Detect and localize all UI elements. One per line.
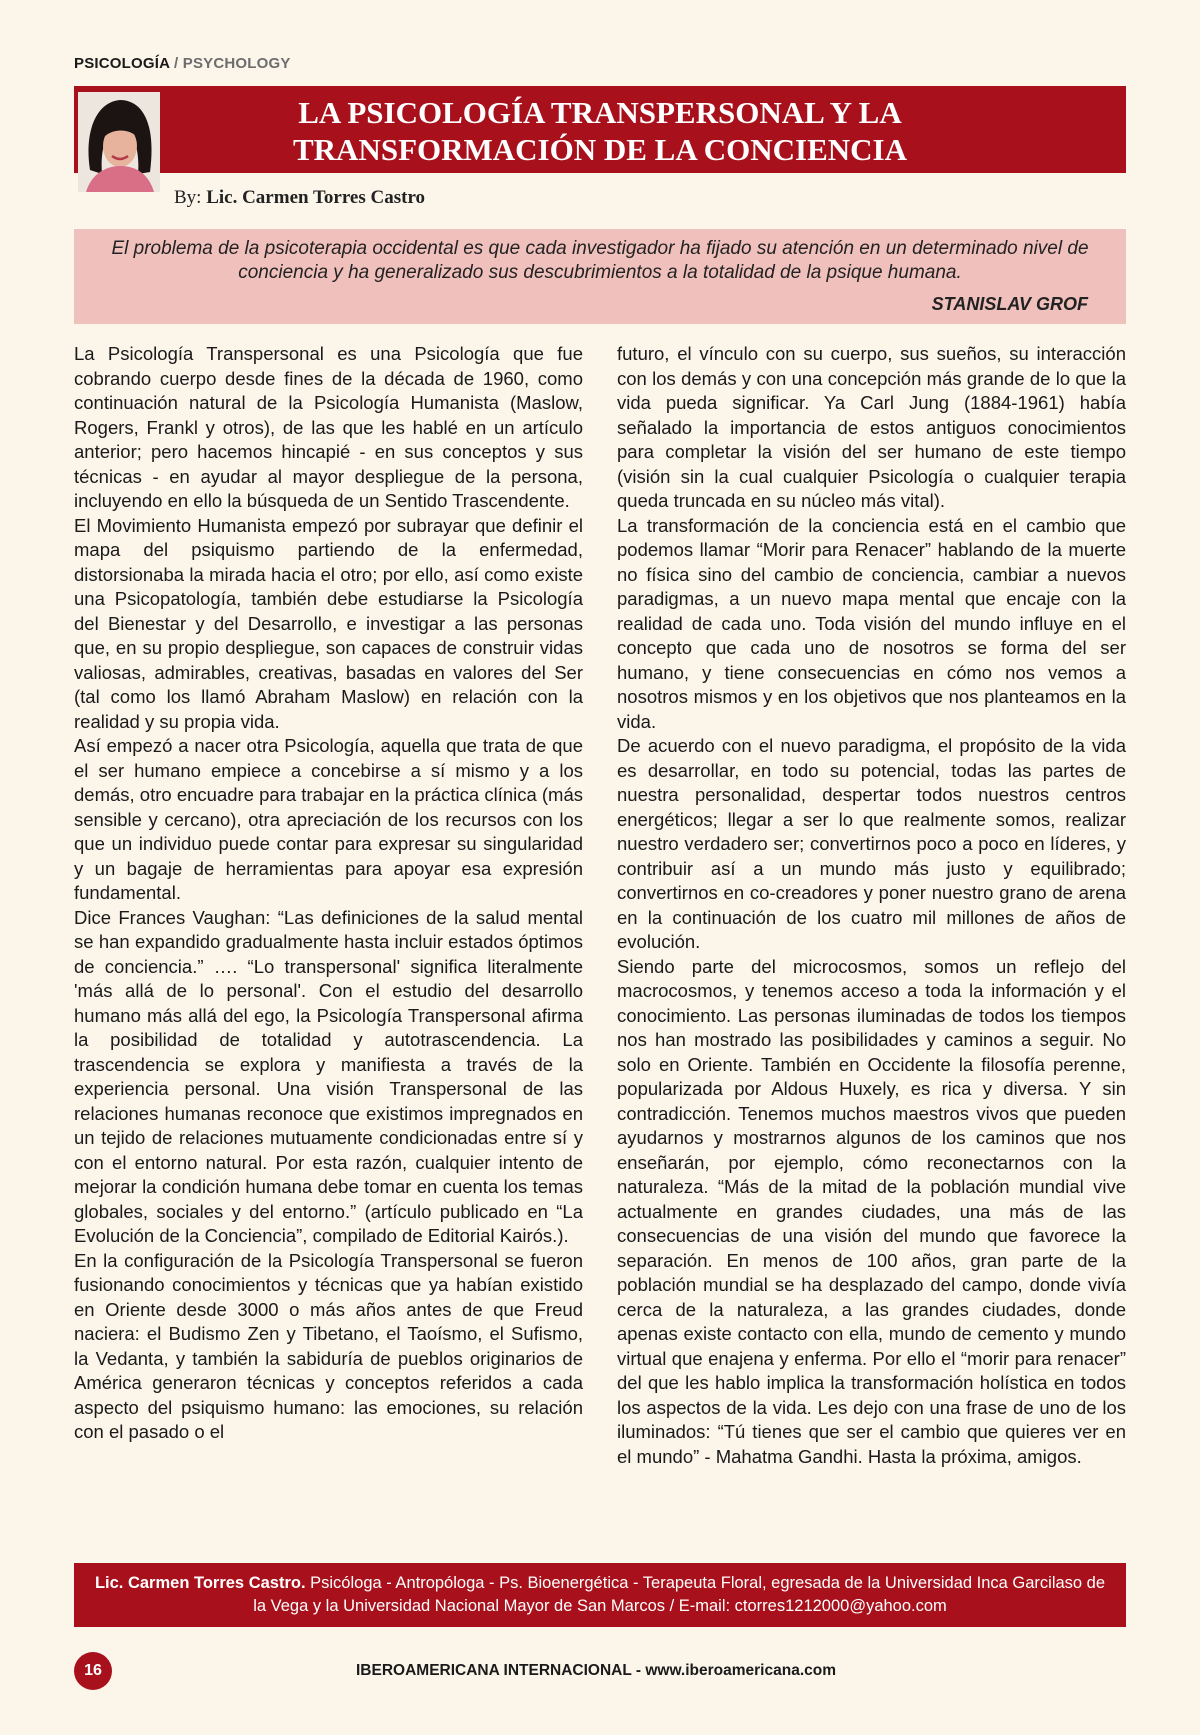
body-paragraph: La Psicología Transpersonal es una Psicología que fue cobrando cuerpo desde fines de la década de 1960, como continuación natural de la Psicología Humanista (Maslow, Rogers, Frankl y otros), de las que les hablé en un artículo anterior; pero hacemos hincapié - en sus conceptos y sus técnicas - en ayudar al mayor despliegue de la persona, incluyendo en ello la búsqueda de un Sentido Trascendente. <box>74 343 583 511</box>
author-bio <box>90 1572 1110 1618</box>
bio-author-name: Lic. Carmen Torres Castro. <box>94 1574 306 1592</box>
body-paragraph: Dice Frances Vaughan: “Las definiciones de la salud mental se han expandido gradualmente hasta incluir estados óptimos de conciencia.” …. “Lo transpersonal' significa literalmente 'más allá de lo personal'. Con el estudio del desarrollo humano más allá del ego, la Psicología Transpersonal afirma la posibilidad de totalidad y autotrascendencia. La trascendencia se explora y manifiesta a través de la experiencia personal. Una visión Transpersonal de las relaciones humanas reconoce que existimos impregnados en un tejido de relaciones mutuamente condicionadas entre sí y con el entorno natural. Por esta razón, cualquier intento de mejorar la condición humana debe tomar en cuenta los temas globales, sociales y del entorno.” (artículo publicado en “La Evolución de la Conciencia”, compilado de Editorial Kairós.). <box>74 906 583 1246</box>
body-paragraph: Siendo parte del microcosmos, somos un reflejo del macrocosmos, y tenemos acceso a toda la información y el conocimiento. Las personas iluminadas de todos los tiempos nos han mostrado las posibilidades y caminos a seguir. No solo en Oriente. También en Occidente la filosofía perenne, popularizada por Aldous Huxely, es rica y diversa. Y sin contradicción. Tenemos muchos maestros vivos que pueden ayudarnos y mostrarnos algunos de los caminos que nos enseñarán, por ejemplo, cómo reconectarnos con la naturaleza. “Más de la mitad de la población mundial vive actualmente en grandes ciudades, una más de las consecuencias de una visión del mundo que favorece la separación. En menos de 100 años, gran parte de la población mundial se ha desplazado del campo, donde vivía cerca de la naturaleza, a las grandes ciudades, donde apenas existe contacto con ella, mundo de cemento y mundo virtual que enajena y enferma. Por ello el “morir para renacer” del que les hablo implica la transformación holística en todos los aspectos de la vida. Les dejo con una frase de uno de los iluminados: “Tú tienes que ser el cambio que quieres ver en el mundo” - Mahatma Gandhi. Hasta la próxima, amigos. <box>617 955 1126 1467</box>
section-label-primary: PSICOLOGÍA <box>74 55 170 72</box>
body-paragraph: La transformación de la conciencia está en el cambio que podemos llamar “Morir para Renacer” hablando de la muerte no física sino del cambio de conciencia, cambiar a nuevos paradigmas, a un nuevo mapa mental que encaje con la realidad de cada uno. Toda visión del mundo influye en el concepto que cada uno de nosotros se forma del ser humano, y tiene consecuencias en cómo nos vemos a nosotros mismos y en los objetivos que nos planteamos en la vida. <box>617 514 1126 732</box>
byline-prefix: By: <box>174 187 202 208</box>
section-label-secondary: PSYCHOLOGY <box>182 55 291 72</box>
byline <box>174 187 425 209</box>
epigraph-attribution: STANISLAV GROF <box>931 294 1088 314</box>
bio-details: Psicóloga - Antropóloga - Ps. Bioenergética - Terapeuta Floral, egresada de la Universidad Inca Garcilaso de la Vega y la Universidad Nacional Mayor de San Marcos / E-mail: ctorres1212000@yahoo.com <box>253 1574 1106 1615</box>
section-label <box>74 55 291 72</box>
body-paragraph: futuro, el vínculo con su cuerpo, sus sueños, su interacción con los demás y con una concepción más grande de lo que la vida pueda significar. Ya Carl Jung (1884-1961) había señalado la importancia de estos antiguos conocimientos para completar la visión del ser humano de este tiempo (visión sin la cual cualquier Psicología o cualquier terapia queda truncada en su núcleo más vital). <box>617 343 1126 511</box>
section-label-separator: / <box>174 55 179 72</box>
epigraph-quote: El problema de la psicoterapia occidental es que cada investigador ha fijado su atención en un determinado nivel de conciencia y ha generalizado sus descubrimientos a la totalidad de la psique humana. <box>111 238 1089 283</box>
article-title: LA PSICOLOGÍA TRANSPERSONAL Y LA TRANSFORMACIÓN DE LA CONCIENCIA <box>292 95 908 167</box>
body-paragraph: El Movimiento Humanista empezó por subrayar que definir el mapa del psiquismo partiendo de la enfermedad, distorsionaba la mirada hacia el otro; por ello, así como existe una Psicopatología, también debe estudiarse la Psicología del Bienestar y del Desarrollo, e investigar a las personas que, en su propio despliegue, son capaces de construir vidas valiosas, admirables, creativas, basadas en valores del Ser (tal como los llamó Abraham Maslow) en relación con la realidad y su propia vida. <box>74 514 583 732</box>
author-name: Lic. Carmen Torres Castro <box>206 187 426 208</box>
author-portrait-icon <box>78 92 160 192</box>
body-column-left <box>74 342 583 1445</box>
author-portrait-icon-graphic <box>78 92 160 192</box>
body-paragraph: En la configuración de la Psicología Transpersonal se fueron fusionando conocimientos y técnicas que ya habían existido en Oriente desde 3000 o más años antes de que Freud naciera: el Budismo Zen y Tibetano, el Taoísmo, el Sufismo, la Vedanta, y también la sabiduría de pueblos originarios de América generaron técnicas y conceptos referidos a cada aspecto del psiquismo humano: las emociones, su relación con el pasado o el <box>74 1249 583 1442</box>
page-number: 16 <box>74 1652 112 1690</box>
body-column-right <box>617 342 1126 1469</box>
body-paragraph: De acuerdo con el nuevo paradigma, el propósito de la vida es desarrollar, en todo su potencial, todas las partes de nuestra personalidad, despertar todos nuestros centros energéticos; llegar a ser lo que realmente somos, realizar nuestro verdadero ser; convertirnos poco a poco en líderes, y contribuir así a un mundo más justo y equilibrado; convertirnos en co-creadores y poner nuestro grano de arena en la continuación de los cuatro mil millones de años de evolución. <box>617 735 1126 952</box>
footer-publication: IBEROAMERICANA INTERNACIONAL - www.iberoamericana.com <box>356 1662 836 1679</box>
body-paragraph: Así empezó a nacer otra Psicología, aquella que trata de que el ser humano empiece a concebirse a sí mismo y a los demás, otro encuadre para trabajar en la práctica clínica (más sensible y cercano), otra apreciación de los recursos con los que un individuo puede contar para expresar su singularidad y un bagaje de herramientas para apoyar esa expresión fundamental. <box>74 735 584 903</box>
